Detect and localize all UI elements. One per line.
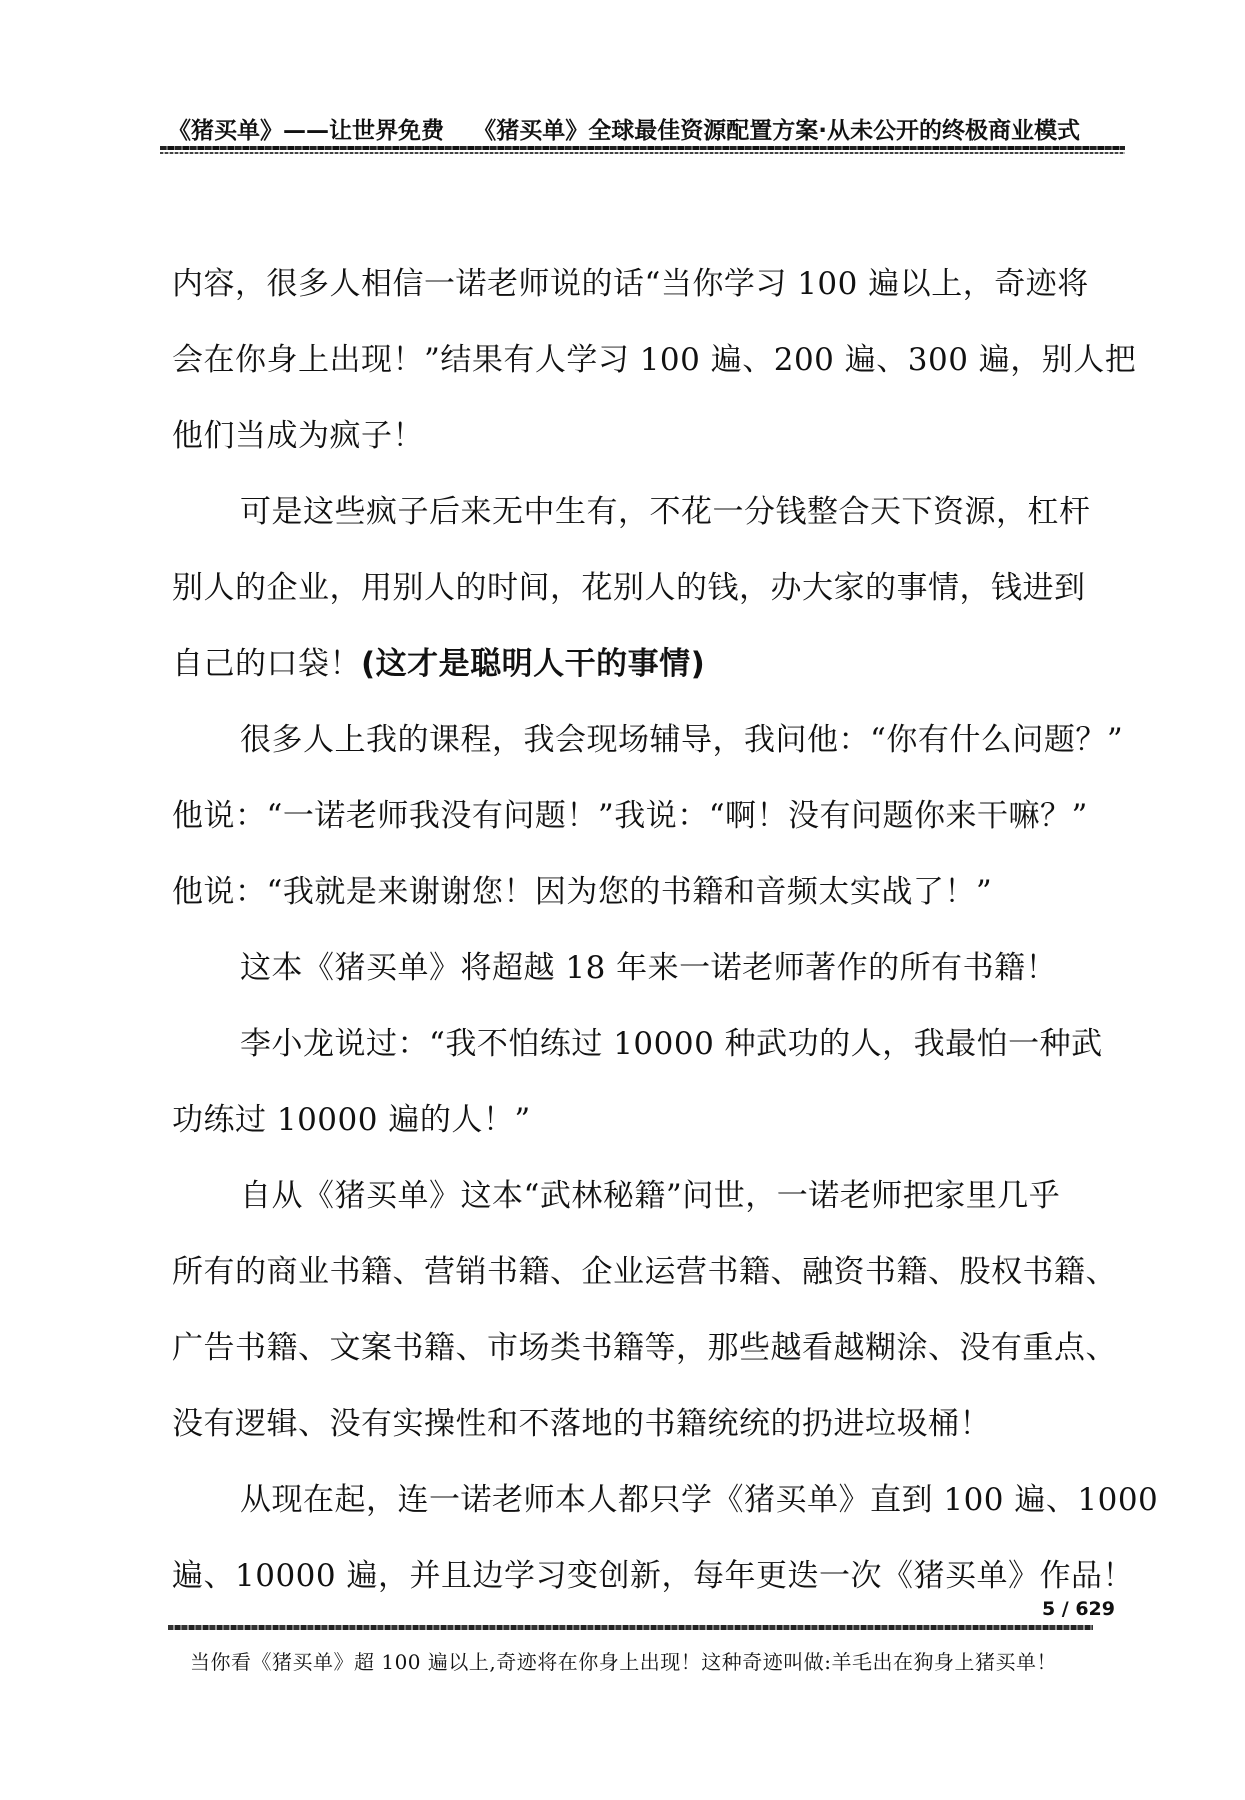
page-header (160, 108, 1125, 148)
body-line: 别人的企业，用别人的时间，花别人的钱，办大家的事情，钱进到 (172, 570, 1086, 606)
body-line: 自从《猪买单》这本“武林秘籍”问世，一诺老师把家里几乎 (240, 1178, 1061, 1214)
body-line-text: 自己的口袋！ (172, 646, 361, 682)
body-line: 内容，很多人相信一诺老师说的话“当你学习 100 遍以上，奇迹将 (172, 266, 1089, 302)
body-line: 所有的商业书籍、营销书籍、企业运营书籍、融资书籍、股权书籍、 (172, 1254, 1117, 1290)
body-line: 李小龙说过：“我不怕练过 10000 种武功的人，我最怕一种武 (240, 1026, 1103, 1062)
body-line: 从现在起，连一诺老师本人都只学《猪买单》直到 100 遍、1000 (240, 1482, 1159, 1518)
body-line: 他们当成为疯子！ (172, 418, 424, 454)
body-line (172, 642, 1092, 718)
body-line: 这本《猪买单》将超越 18 年来一诺老师著作的所有书籍！ (240, 950, 1058, 986)
body-line: 他说：“我就是来谢谢您！因为您的书籍和音频太实战了！” (172, 874, 993, 910)
body-line: 没有逻辑、没有实操性和不落地的书籍统统的扔进垃圾桶！ (172, 1406, 991, 1442)
body-line: 遍、10000 遍，并且边学习变创新，每年更迭一次《猪买单》作品！ (172, 1558, 1134, 1594)
footer-divider (168, 1625, 1093, 1630)
body-line: 功练过 10000 遍的人！” (172, 1102, 531, 1138)
body-text (172, 262, 1159, 1630)
body-line: 他说：“一诺老师我没有问题！”我说：“啊！没有问题你来干嘛？” (172, 798, 1088, 834)
body-line: 可是这些疯子后来无中生有，不花一分钱整合天下资源，杠杆 (240, 494, 1091, 530)
body-line: 很多人上我的课程，我会现场辅导，我问他：“你有什么问题？” (240, 722, 1124, 758)
header-divider-thin (160, 152, 1125, 154)
footer-slogan: 当你看《猪买单》超 100 遍以上,奇迹将在你身上出现！这种奇迹叫做:羊毛出在狗身上猪买单！ (190, 1650, 1057, 1674)
header-left-title: 《猪买单》——让世界免费 (168, 118, 444, 144)
emphasis-text: (这才是聪明人干的事情) (361, 646, 706, 682)
header-right-title: 《猪买单》全球最佳资源配置方案·从未公开的终极商业模式 (473, 118, 1080, 144)
body-line: 会在你身上出现！”结果有人学习 100 遍、200 遍、300 遍，别人把 (172, 342, 1137, 378)
header-divider (160, 146, 1125, 150)
body-line: 广告书籍、文案书籍、市场类书籍等，那些越看越糊涂、没有重点、 (172, 1330, 1117, 1366)
page-number: 5 / 629 (1041, 1598, 1115, 1620)
